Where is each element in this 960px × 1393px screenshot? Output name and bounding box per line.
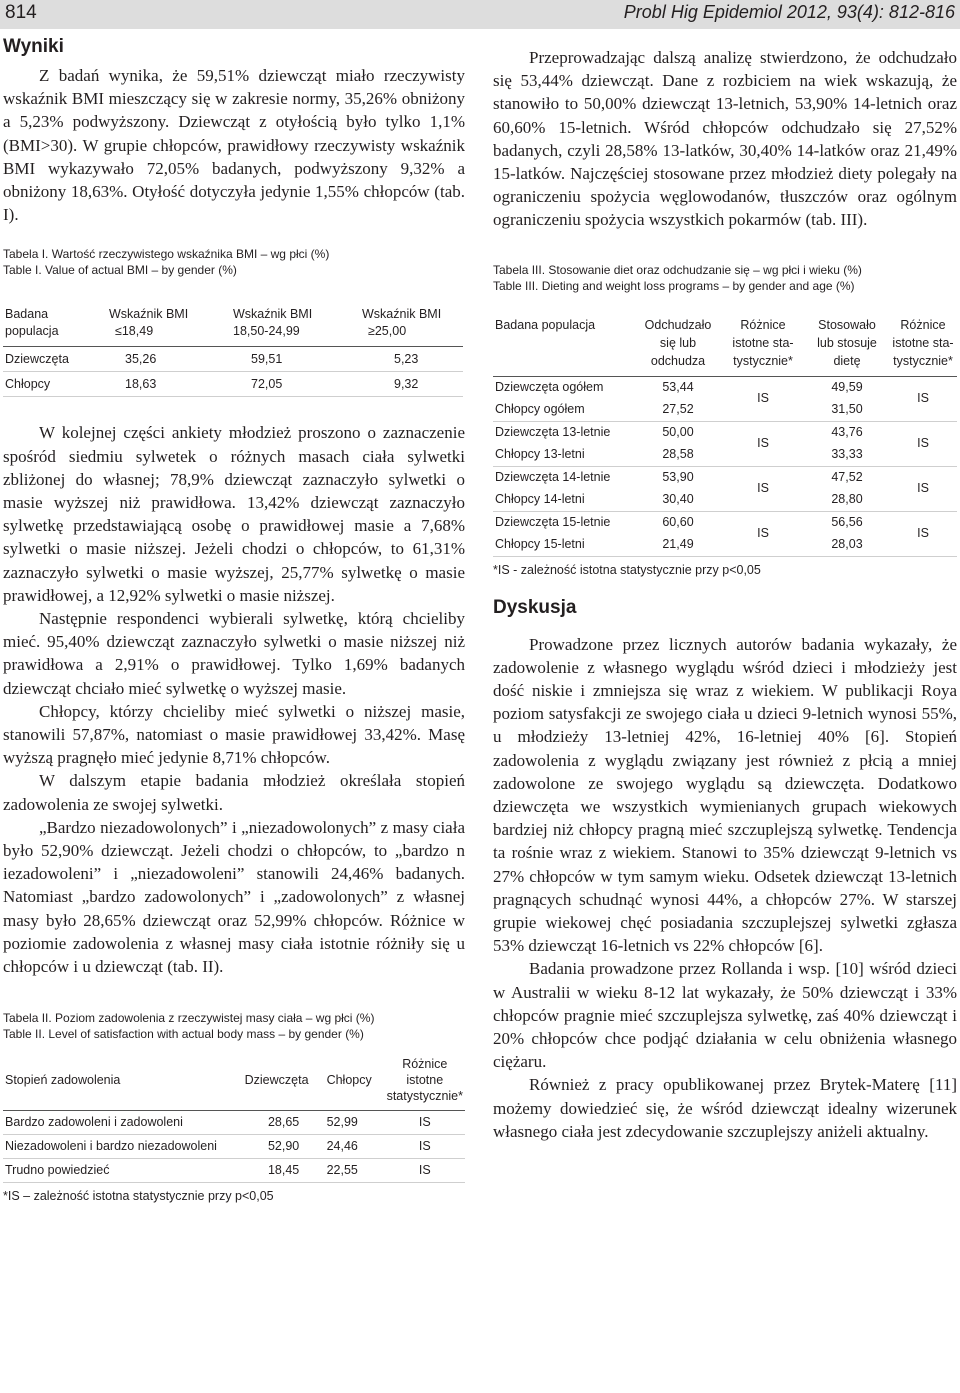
section-title-results: Wyniki xyxy=(3,36,64,57)
table3-diet: 28,80 xyxy=(831,491,863,506)
analysis-paragraph: Przeprowadzając dalszą analizę stwierdzono, że odchudzało się 53,44% dziewcząt. Dane z rozbiciem na wiek wskazują, że stanowiło to 50,00% dziewcząt 13-letnich, 53,90% 14-letnich oraz 60,60% 15-letnich. Wśród chłopców odchudzało się 27,52% badanych, czyli 28,58% 13-latków, 30,40% 14-latków oraz 21,49% 15-latków. Najczęściej stosowane przez młodzież diety polegały na ograniczeniu spożycia węglowodanów, tłuszczów oraz ogólnym ograniczeniu spożycia wszystkich pokarmów (tab. III). xyxy=(493,48,957,230)
table1-normal: 59,51 xyxy=(251,352,283,367)
table3-name: Chłopcy 14-letni xyxy=(495,491,585,506)
table1-caption xyxy=(3,246,465,278)
table3-name: Chłopcy ogółem xyxy=(495,401,585,416)
table1-group: Chłopcy xyxy=(5,377,51,392)
table3-name: Chłopcy 15-letni xyxy=(495,536,585,551)
table1-group: Dziewczęta xyxy=(5,352,69,367)
table3-diet: 56,56 xyxy=(831,514,863,529)
results-body xyxy=(3,421,465,978)
table2-header-level: Stopień zadowolenia xyxy=(5,1073,121,1088)
table1-header-row xyxy=(3,300,463,347)
table2-boys: 52,99 xyxy=(326,1115,358,1130)
left-column xyxy=(3,36,465,1203)
table3-caption xyxy=(493,262,957,294)
table3-diet: 33,33 xyxy=(831,446,863,461)
table2-header-boys: Chłopcy xyxy=(326,1073,372,1088)
table2-boys: 24,46 xyxy=(326,1139,358,1154)
table3-diff2: IS xyxy=(917,480,929,495)
table3-slim: 60,60 xyxy=(662,514,694,529)
table1-header-cell: Badana populacja xyxy=(5,307,59,339)
discussion-paragraph: Również z pracy opublikowanej przez Brytek-Materę [11] możemy dowiedzieć się, że wśród dziewcząt idealny wizerunek własnego ciała jest zdecydowanie szczuplejszy aniżeli aktualny. xyxy=(493,1075,957,1141)
table1-header-cell: Wskaźnik BMI 18,50-24,99 xyxy=(233,307,313,339)
table2-header-row xyxy=(3,1050,465,1111)
table2-caption-en: Table II. Level of satisfaction with actual body mass – by gender (%) xyxy=(3,1027,364,1042)
table2-header-diff: Różnice istotne statystycznie* xyxy=(386,1057,463,1104)
table3-name: Dziewczęta 13-letnie xyxy=(495,424,611,439)
table3-header-slimming: Odchudzało się lub odchudza xyxy=(644,317,712,368)
table3-diet: 47,52 xyxy=(831,469,863,484)
table3-slim: 53,90 xyxy=(662,469,694,484)
table2 xyxy=(3,1050,465,1183)
body-paragraph: W dalszym etapie badania młodzież określała stopień zadowolenia ze swojej sylwetki. xyxy=(3,771,465,814)
table2-diff: IS xyxy=(418,1163,431,1178)
table3-diet: 28,03 xyxy=(831,536,863,551)
table3-name: Dziewczęta ogółem xyxy=(495,379,604,394)
table3-slim: 27,52 xyxy=(662,401,694,416)
journal-reference: Probl Hig Epidemiol 2012, 93(4): 812-816 xyxy=(623,2,955,22)
body-paragraph: W kolejnej części ankiety młodzież proszono o zaznaczenie spośród siedmiu sylwetek o różnych masach ciała sylwetki zbliżonej do własnej; 78,9% dziewcząt zaznaczyło sylwetki o masie wyższej niż prawidłowa. 13,42% dziewcząt zaznaczyło sylwetkę przedstawiającą osobę o prawidłowej masie a 7,68% sylwetki o masie niższej. Jeżeli chodzi o chłopców, to 61,31% zaznaczyło sylwetki o masie wyższej, 25,77% sylwetkę o masie prawidłowej, a 12,92% sylwetki o masie niższej. xyxy=(3,423,465,605)
table3-name: Dziewczęta 14-letnie xyxy=(495,469,611,484)
table2-header-girls: Dziewczęta xyxy=(244,1073,309,1088)
table3-slim: 21,49 xyxy=(662,536,694,551)
table3-diet: 43,76 xyxy=(831,424,863,439)
table1-normal: 72,05 xyxy=(251,377,283,392)
table1-header-cell: Wskaźnik BMI ≤18,49 xyxy=(109,307,189,339)
table3-diff2: IS xyxy=(917,525,929,540)
table1-header-cell: Wskaźnik BMI ≥25,00 xyxy=(362,307,442,339)
table2-boys: 22,55 xyxy=(326,1163,358,1178)
table-row xyxy=(3,372,463,397)
table2-caption-pl: Tabela II. Poziom zadowolenia z rzeczywistej masy ciała – wg płci (%) xyxy=(3,1011,375,1026)
body-paragraph: Chłopcy, którzy chcieliby mieć sylwetki o niższej masie, stanowili 57,87%, natomiast o masie prawidłowej 33,42%. Masę wyższą pragnęło mieć jedynie 8,71% chłopców. xyxy=(3,701,465,768)
table-row xyxy=(493,421,957,444)
table3-header-diff2: Różnice istotne sta- tystycznie* xyxy=(892,317,954,368)
table3-name: Dziewczęta 15-letnie xyxy=(495,514,611,529)
table3-diff2: IS xyxy=(917,435,929,450)
right-column xyxy=(493,46,957,1143)
table2-caption xyxy=(3,1010,465,1042)
table1-high: 9,32 xyxy=(394,377,419,392)
table-row xyxy=(3,347,463,372)
table2-girls: 28,65 xyxy=(267,1115,300,1130)
table3-diet: 31,50 xyxy=(831,401,863,416)
table3-slim: 30,40 xyxy=(662,491,694,506)
table-row xyxy=(3,1135,465,1159)
table1-high: 5,23 xyxy=(394,352,419,367)
table3-name: Chłopcy 13-letni xyxy=(495,446,585,461)
table2-level: Niezadowoleni i bardzo niezadowoleni xyxy=(5,1139,217,1154)
table-row xyxy=(3,1111,465,1135)
table2-girls: 18,45 xyxy=(267,1163,300,1178)
discussion-paragraph: Prowadzone przez licznych autorów badania wykazały, że zadowolenie z własnego wyglądu wśród dzieci i młodzieży jest dość niskie i zmniejsza się wraz z wiekiem. W publikacji Roya poziom satysfakcji ze swojego ciała u dzieci 9-letnich wynosi 55%, u młodzieży 13-letniej 42%, 16-letniej 40% [6]. Stopień zadowolenia z wyglądu związany jest również z płcią a mniej zadowolone ze swojego wyglądu są dziewczęta. Dodatkowo dziewczęta we wszystkich wymienianych grupach wiekowych bardziej niż chłopcy pragną mieć szczuplejszą sylwetkę. Tendencja ta rośnie wraz z wiekiem. Stanowi to 35% dziewcząt 9-letnich vs 27% chłopców w tym samym wieku. Odsetek dziewcząt 13-letnich pragnących schudnąć wynosi 44%, a chłopców 27%. W starszej grupie wiekowej chęć posiadania szczuplejszej sylwetki zgłasza 53% dziewcząt 16-letnich vs 22% chłopców [6]. xyxy=(493,634,957,956)
table1-caption-pl: Tabela I. Wartość rzeczywistego wskaźnika BMI – wg płci (%) xyxy=(3,247,330,262)
table1-caption-en: Table I. Value of actual BMI – by gender (%) xyxy=(3,263,237,278)
table-row xyxy=(3,1159,465,1183)
table2-level: Trudno powiedzieć xyxy=(5,1163,110,1178)
section-title-discussion: Dyskusja xyxy=(493,596,577,618)
table3-diff2: IS xyxy=(917,390,929,405)
table3-header-diet: Stosowało lub stosuje dietę xyxy=(817,317,877,368)
table3-diff1: IS xyxy=(757,525,769,540)
table-row xyxy=(493,511,957,534)
body-paragraph: „Bardzo niezadowolonych” i „niezadowolonych” z masy ciała było 52,90% dziewcząt. Jeżeli chodzi o chłopców, to „bardzo n iezadowoleni” i „niezadowoleni” stanowili 24,46% badanych. Natomiast „bardzo zadowolonych” i „zadowolonych” z własnej masy było 28,65% dziewcząt oraz 52,99% chłopców. Różnice w poziomie zadowolenia z własnej masy ciała istotnie różniły się u chłopców i u dziewcząt (tab. II). xyxy=(3,817,465,977)
table1-low: 35,26 xyxy=(125,352,157,367)
table2-diff: IS xyxy=(418,1115,431,1130)
table3-footnote: *IS - zależność istotna statystycznie przy p<0,05 xyxy=(493,562,761,577)
table3-header-row xyxy=(493,312,957,377)
table3 xyxy=(493,312,957,557)
table3-header-population: Badana populacja xyxy=(495,317,596,332)
table3-diet: 49,59 xyxy=(831,379,863,394)
table-row xyxy=(493,376,957,399)
results-paragraph: Z badań wynika, że 59,51% dziewcząt miało rzeczywisty wskaźnik BMI mieszczący się w zakresie normy, 35,26% obniżony a 5,23% podwyższony. Dziewcząt z otyłością było tylko 1,1% (BMI>30). W grupie chłopców, prawidłowy rzeczywisty wskaźnik BMI wykazywało 72,05% badanych, podwyższony 9,32% a obniżony 18,63%. Otyłość dotyczyła jedynie 1,55% chłopców (tab. I). xyxy=(3,66,465,225)
table3-diff1: IS xyxy=(757,390,769,405)
table1-low: 18,63 xyxy=(125,377,157,392)
table3-diff1: IS xyxy=(757,480,769,495)
table2-diff: IS xyxy=(418,1139,431,1154)
body-paragraph: Następnie respondenci wybierali sylwetkę, którą chcieliby mieć. 95,40% dziewcząt zaznaczyło sylwetki o masie niższej niż prawidłowa a 2,91% o prawidłowej. Tylko 1,69% badanych dziewcząt chciało mieć sylwetkę o wyższej masie. xyxy=(3,609,465,698)
table2-girls: 52,90 xyxy=(267,1139,300,1154)
page-header xyxy=(0,0,960,29)
table3-slim: 50,00 xyxy=(662,424,694,439)
table-row xyxy=(493,466,957,489)
discussion-paragraph: Badania prowadzone przez Rollanda i wsp. [10] wśród dzieci w Australii w wieku 8-12 lat wykazały, że 50% dziewcząt i 33% chłopców pragnie mieć szczuplejsza sylwetkę, zaś 40% dziewcząt i 20% chłopców chce podjąć działania w celu obniżenia własnego ciężaru. xyxy=(493,959,957,1072)
table3-header-diff1: Różnice istotne sta- tystycznie* xyxy=(732,317,794,368)
table1 xyxy=(3,300,463,397)
table2-level: Bardzo zadowoleni i zadowoleni xyxy=(5,1115,183,1130)
table3-slim: 53,44 xyxy=(662,379,694,394)
table3-caption-pl: Tabela III. Stosowanie diet oraz odchudzanie się – wg płci i wieku (%) xyxy=(493,262,862,277)
page-number: 814 xyxy=(5,2,37,23)
table2-footnote: *IS – zależność istotna statystycznie przy p<0,05 xyxy=(3,1189,274,1204)
table3-diff1: IS xyxy=(757,435,769,450)
table3-caption-en: Table III. Dieting and weight loss programs – by gender and age (%) xyxy=(493,278,855,293)
table3-slim: 28,58 xyxy=(662,446,694,461)
